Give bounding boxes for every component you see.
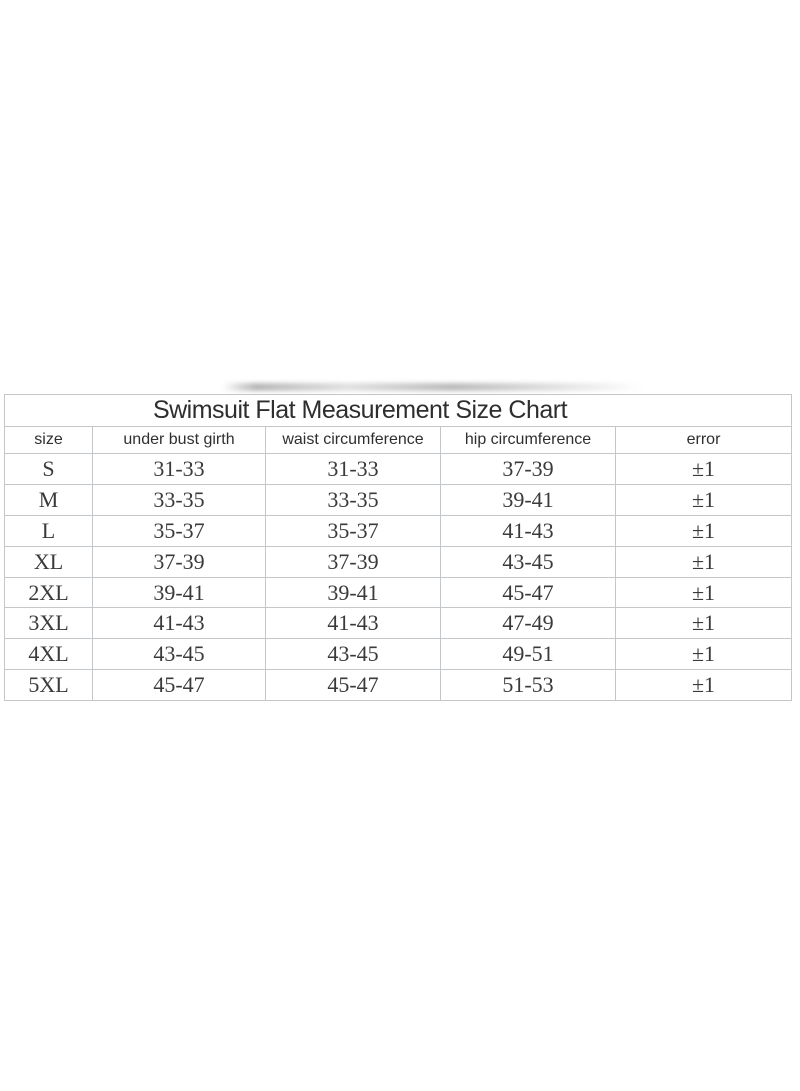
- error-cell: ±1: [616, 608, 792, 639]
- hip-cell: 45-47: [441, 577, 616, 608]
- column-header-error: error: [616, 427, 792, 454]
- under-bust-cell: 41-43: [93, 608, 266, 639]
- column-header-size: size: [5, 427, 93, 454]
- error-cell: ±1: [616, 484, 792, 515]
- table-header-row: [5, 427, 792, 454]
- waist-cell: 33-35: [266, 484, 441, 515]
- column-header-waist-circumference: waist circumference: [266, 427, 441, 454]
- error-cell: ±1: [616, 670, 792, 701]
- size-chart-table: [4, 394, 792, 701]
- table-row-xl: [5, 546, 792, 577]
- table-title-row: [5, 395, 792, 427]
- waist-cell: 35-37: [266, 515, 441, 546]
- size-cell: XL: [5, 546, 93, 577]
- under-bust-cell: 43-45: [93, 639, 266, 670]
- waist-cell: 37-39: [266, 546, 441, 577]
- waist-cell: 39-41: [266, 577, 441, 608]
- waist-cell: 43-45: [266, 639, 441, 670]
- table-row-3xl: [5, 608, 792, 639]
- column-header-under-bust-girth: under bust girth: [93, 427, 266, 454]
- error-cell: ±1: [616, 639, 792, 670]
- under-bust-cell: 35-37: [93, 515, 266, 546]
- under-bust-cell: 39-41: [93, 577, 266, 608]
- table-title: Swimsuit Flat Measurement Size Chart: [152, 396, 568, 424]
- hip-cell: 47-49: [441, 608, 616, 639]
- under-bust-cell: 45-47: [93, 670, 266, 701]
- size-cell: 4XL: [5, 639, 93, 670]
- table-row-4xl: [5, 639, 792, 670]
- error-cell: ±1: [616, 515, 792, 546]
- hip-cell: 41-43: [441, 515, 616, 546]
- waist-cell: 45-47: [266, 670, 441, 701]
- artifact-smudge: [222, 383, 642, 391]
- size-cell: 2XL: [5, 577, 93, 608]
- error-cell: ±1: [616, 546, 792, 577]
- size-cell: 5XL: [5, 670, 93, 701]
- table-row-m: [5, 484, 792, 515]
- error-cell: ±1: [616, 577, 792, 608]
- error-cell: ±1: [616, 454, 792, 485]
- size-cell: S: [5, 454, 93, 485]
- hip-cell: 43-45: [441, 546, 616, 577]
- table-row-s: [5, 454, 792, 485]
- hip-cell: 39-41: [441, 484, 616, 515]
- table-row-l: [5, 515, 792, 546]
- under-bust-cell: 33-35: [93, 484, 266, 515]
- size-cell: L: [5, 515, 93, 546]
- waist-cell: 41-43: [266, 608, 441, 639]
- table-row-5xl: [5, 670, 792, 701]
- size-cell: M: [5, 484, 93, 515]
- hip-cell: 49-51: [441, 639, 616, 670]
- waist-cell: 31-33: [266, 454, 441, 485]
- under-bust-cell: 37-39: [93, 546, 266, 577]
- under-bust-cell: 31-33: [93, 454, 266, 485]
- column-header-hip-circumference: hip circumference: [441, 427, 616, 454]
- table-row-2xl: [5, 577, 792, 608]
- hip-cell: 51-53: [441, 670, 616, 701]
- hip-cell: 37-39: [441, 454, 616, 485]
- table-title-cell: [5, 395, 792, 427]
- size-cell: 3XL: [5, 608, 93, 639]
